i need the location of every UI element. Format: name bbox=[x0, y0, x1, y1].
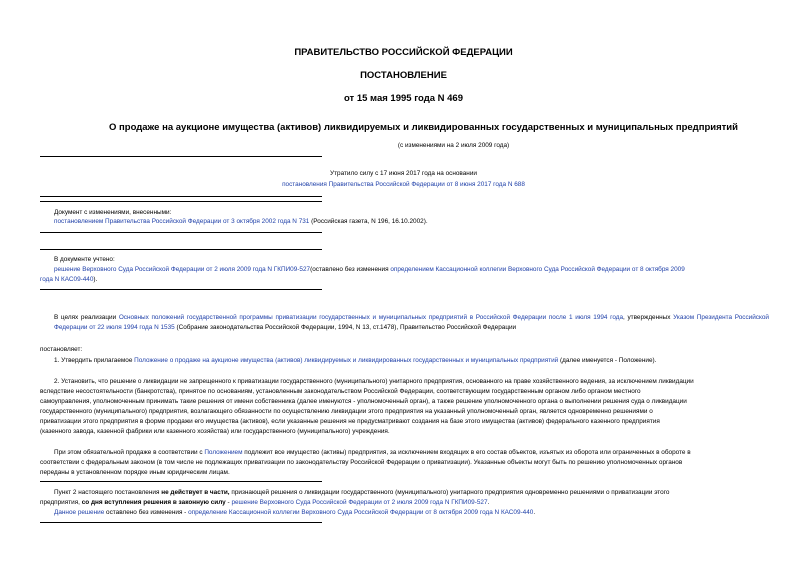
para-4-text-f: . bbox=[487, 499, 490, 506]
divider bbox=[40, 249, 322, 250]
considered-link-1[interactable]: решение Верховного Суда Российской Федерации от 2 июля 2009 года N ГКПИ09-527 bbox=[54, 266, 311, 273]
divider bbox=[40, 481, 322, 482]
amended-row bbox=[54, 217, 428, 226]
document-date-number: от 15 мая 1995 года N 469 bbox=[343, 93, 464, 104]
para-5-text-b: . bbox=[533, 509, 536, 516]
amended-link[interactable]: постановлением Правительства Российской Федерации от 3 октября 2002 года N 731 bbox=[54, 218, 310, 225]
item-2-line: вследствие несостоятельности (банкротства), принятое по основаниям, установленным законодательством Российской Федерации, соответствующим государственным органом либо органом местного bbox=[40, 388, 641, 395]
divider bbox=[40, 289, 322, 290]
preamble bbox=[40, 313, 769, 332]
amended-label: Документ с изменениями, внесенными: bbox=[54, 209, 172, 216]
para-4-text-a: Пункт 2 настоящего постановления bbox=[54, 489, 162, 496]
item-1 bbox=[54, 356, 656, 365]
para-5-link-ruling[interactable]: определение Кассационной коллегии Верховного Суда Российской Федерации от 8 октября 2009 года N КАС09-440 bbox=[188, 509, 534, 516]
government-name: ПРАВИТЕЛЬСТВО РОССИЙСКОЙ ФЕДЕРАЦИИ bbox=[294, 47, 513, 58]
expired-link[interactable]: постановления Правительства Российской Федерации от 8 июня 2017 года N 688 bbox=[282, 181, 525, 188]
divider bbox=[40, 156, 322, 157]
item-1-link[interactable]: Положение о продаже на аукционе имущества (активов) ликвидируемых и ликвидированных государственных и муниципальных предприятий bbox=[134, 357, 559, 364]
document-type: ПОСТАНОВЛЕНИЕ bbox=[360, 70, 447, 81]
para-3-text-a: При этом обязательной продаже в соответствии с bbox=[54, 449, 205, 456]
item-1-text-a: 1. Утвердить прилагаемое bbox=[54, 357, 135, 364]
considered-mid: (оставлено без изменения bbox=[310, 266, 391, 273]
para-4-text-c: признающей решения о ликвидации государственного (муниципального) унитарного предприятия одновременно решениями о приватизации этого bbox=[229, 489, 670, 496]
divider bbox=[40, 201, 322, 202]
preamble-text-c: (Собрание законодательства Российской Федерации, 1994, N 13, ст.1478), Правительство Российской Федерации bbox=[174, 323, 517, 331]
considered-label: В документе учтено: bbox=[54, 256, 115, 263]
para-4-bold-1: не действует в части, bbox=[161, 489, 230, 496]
divider bbox=[40, 232, 322, 233]
divider bbox=[40, 522, 322, 523]
considered-link-2-cont[interactable]: года N КАС09-440 bbox=[40, 276, 94, 283]
expired-note: Утратило силу с 17 июня 2017 года на основании bbox=[330, 170, 477, 177]
para-4-bold-2: со дня вступления решения в законную силу bbox=[81, 499, 226, 506]
para-4-line-1 bbox=[54, 488, 669, 497]
para-5-link-decision[interactable]: Данное решение bbox=[54, 509, 105, 516]
para-3-line-3: переданы в установленном порядке иным юридическим лицам. bbox=[40, 469, 230, 476]
amended-source: (Российская газета, N 196, 16.10.2002). bbox=[309, 218, 428, 225]
para-4-text-d: предприятия, bbox=[40, 499, 82, 506]
preamble-link-decree[interactable]: Указом bbox=[673, 314, 695, 321]
para-3-text-b: подлежит все имущество (активы) предприятия, за исключением входящих в его состав объектов, изъятых из оборота или ограниченных в обороте в bbox=[242, 449, 691, 456]
para-4-text-e: - bbox=[225, 499, 232, 506]
para-5-text-a: оставлено без изменения - bbox=[104, 509, 189, 516]
preamble-link-program[interactable]: Основных положений государственной программы приватизации государственных и муниципальных предприятий в Российской Федерации после 1 июля 1994 года bbox=[118, 314, 624, 321]
divider bbox=[40, 196, 322, 197]
changes-note: (с изменениями на 2 июля 2009 года) bbox=[397, 142, 510, 149]
expired-link-row bbox=[0, 180, 807, 189]
item-2-line: приватизации этого предприятия в форме продажи его имущества (активов), если указанные решения не предусматривают создания на базе этого имущества (активов) федерального казенного предприятия bbox=[40, 418, 660, 425]
para-4-link[interactable]: решение Верховного Суда Российской Федерации от 2 июля 2009 года N ГКПИ09-527 bbox=[231, 499, 488, 506]
item-1-text-b: (далее именуется - Положение). bbox=[558, 357, 657, 364]
considered-row-1 bbox=[54, 265, 685, 274]
item-2-line: самоуправления, уполномоченным принимать такие решения от имени собственника (далее именуются - уполномоченный орган), а также решение уполномоченного органа о выполнении решения суда о ликвидации bbox=[40, 398, 687, 405]
para-3-line-2: соответствии с федеральным законом (в том числе не подлежащих приватизации по законодательству Российской Федерации о приватизации). Указанные объекты могут быть по решению уполномоченных органов bbox=[40, 459, 683, 466]
considered-row-2 bbox=[40, 275, 97, 284]
item-2-line: (казенного завода, казенной фабрики или казенного хозяйства) или государственного (муниципального) учреждения. bbox=[40, 428, 390, 435]
preamble-link-decree-2[interactable]: Президента Российской Федерации от 22 июля 1994 года N 1535 bbox=[54, 314, 769, 331]
considered-end: ). bbox=[93, 276, 98, 283]
document-title: О продаже на аукционе имущества (активов) ликвидируемых и ликвидированных государственных и муниципальных предприятий bbox=[109, 122, 738, 133]
preamble-text-b: , утвержденных bbox=[623, 314, 674, 321]
item-2-line: 2. Установить, что решение о ликвидации не запрещенного к приватизации государственного (муниципального) унитарного предприятия, основанного на праве хозяйственного ведения, за исключением ликвидации bbox=[54, 378, 694, 385]
para-5 bbox=[54, 508, 535, 517]
decides: постановляет: bbox=[40, 346, 83, 353]
item-2-line: государственного (муниципального) предприятия, возлагающего обязанности по осуществлению ликвидации этого предприятия на указанный уполномоченный орган, является одновременно решениями о bbox=[40, 408, 653, 415]
para-3-link[interactable]: Положением bbox=[204, 449, 243, 456]
considered-link-2[interactable]: определением Кассационной коллегии Верховного Суда Российской Федерации от 8 октября 2009 bbox=[390, 266, 685, 273]
para-3-line-1 bbox=[54, 448, 691, 457]
preamble-text-a: В целях реализации bbox=[54, 314, 119, 321]
para-4-line-2 bbox=[40, 498, 489, 507]
